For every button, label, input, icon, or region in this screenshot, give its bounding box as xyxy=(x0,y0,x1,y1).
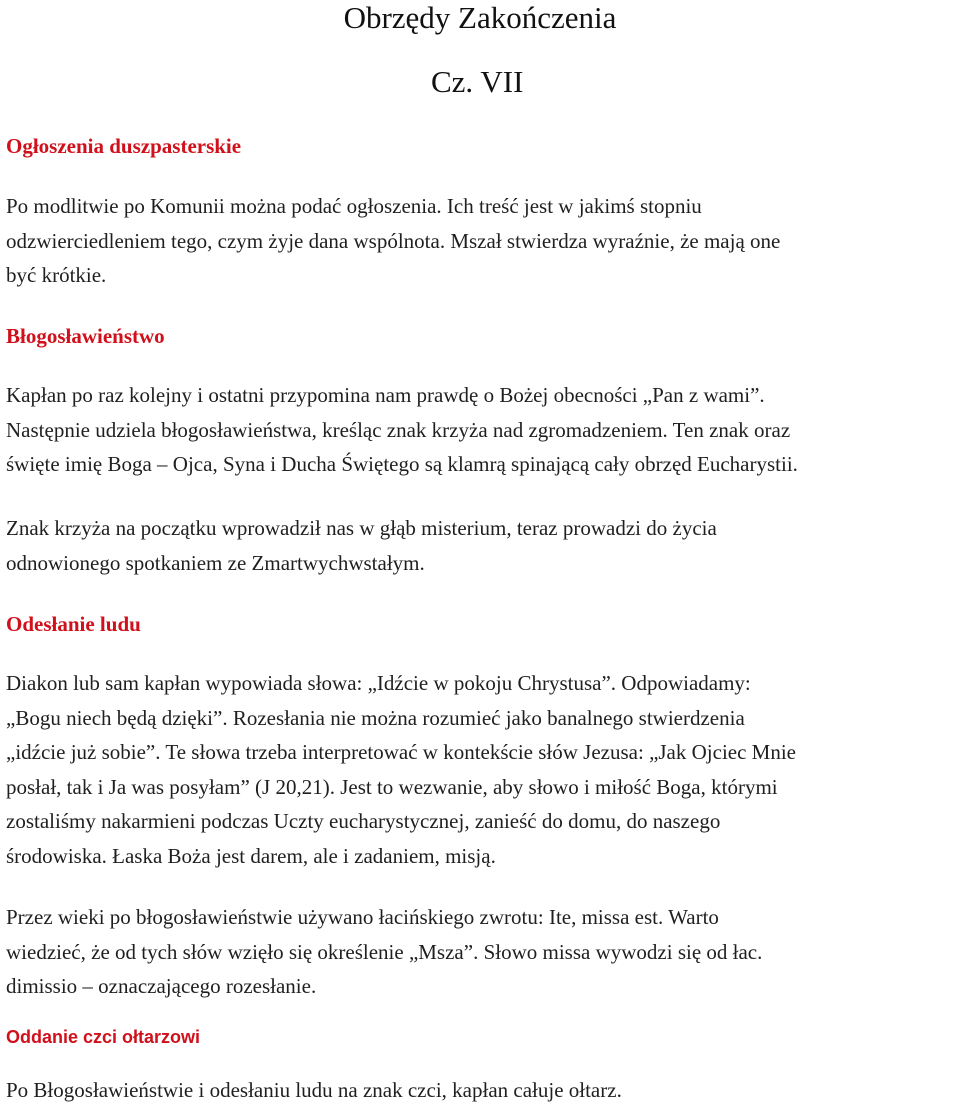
paragraph xyxy=(6,666,796,873)
text-line: Znak krzyża na początku wprowadził nas w głąb misterium, teraz prowadzi do życia xyxy=(6,516,717,540)
text-line: odzwierciedleniem tego, czym żyje dana wspólnota. Mszał stwierdza wyraźnie, że mają one xyxy=(6,228,781,253)
text-line: Kapłan po raz kolejny i ostatni przypomina nam prawdę o Bożej obecności „Pan z wami”. xyxy=(6,383,765,407)
text-line: być krótkie. xyxy=(6,263,107,287)
text-line: Po modlitwie po Komunii można podać ogłoszenia. Ich treść jest w jakimś stopniu xyxy=(6,194,702,218)
page-title: Obrzędy Zakończenia xyxy=(343,0,617,35)
text-line: „idźcie już sobie”. Te słowa trzeba interpretować w kontekście słów Jezusa: „Jak Ojciec Mnie xyxy=(6,740,797,764)
text-line: Następnie udziela błogosławieństwa, kreśląc znak krzyża nad zgromadzeniem. Ten znak oraz xyxy=(6,417,791,442)
text-line: dimissio – oznaczającego rozesłanie. xyxy=(6,974,317,998)
paragraph xyxy=(6,378,798,482)
text-line: „Bogu niech będą dzięki”. Rozesłania nie można rozumieć jako banalnego stwierdzenia xyxy=(6,705,745,730)
paragraph xyxy=(6,189,780,293)
text-line: Przez wieki po błogosławieństwie używano łacińskiego zwrotu: Ite, missa est. Warto xyxy=(6,905,719,929)
text-line: zostaliśmy nakarmieni podczas Uczty eucharystycznej, zanieść do domu, do naszego xyxy=(6,809,721,833)
paragraph xyxy=(6,900,762,1004)
section-heading-altar-veneration: Oddanie czci ołtarzowi xyxy=(6,1027,201,1047)
page-subtitle: Cz. VII xyxy=(431,64,524,99)
text-line: Diakon lub sam kapłan wypowiada słowa: „Idźcie w pokoju Chrystusa”. Odpowiadamy: xyxy=(6,671,751,695)
text-line: środowiska. Łaska Boża jest darem, ale i zadaniem, misją. xyxy=(6,843,496,868)
text-line: posłał, tak i Ja was posyłam” (J 20,21). Jest to wezwanie, aby słowo i miłość Boga, którymi xyxy=(6,774,778,799)
paragraph xyxy=(6,511,717,580)
paragraph xyxy=(6,1073,622,1108)
section-heading-blessing: Błogosławieństwo xyxy=(6,324,165,348)
text-line: odnowionego spotkaniem ze Zmartwychwstałym. xyxy=(6,550,425,575)
text-line: wiedzieć, że od tych słów wzięło się określenie „Msza”. Słowo missa wywodzi się od łac. xyxy=(6,939,763,964)
section-heading-announcements: Ogłoszenia duszpasterskie xyxy=(6,134,242,158)
section-heading-dismissal: Odesłanie ludu xyxy=(6,612,141,636)
text-line: Po Błogosławieństwie i odesłaniu ludu na znak czci, kapłan całuje ołtarz. xyxy=(6,1078,622,1102)
text-line: święte imię Boga – Ojca, Syna i Ducha Świętego są klamrą spinającą cały obrzęd Eucharystii. xyxy=(6,452,798,476)
